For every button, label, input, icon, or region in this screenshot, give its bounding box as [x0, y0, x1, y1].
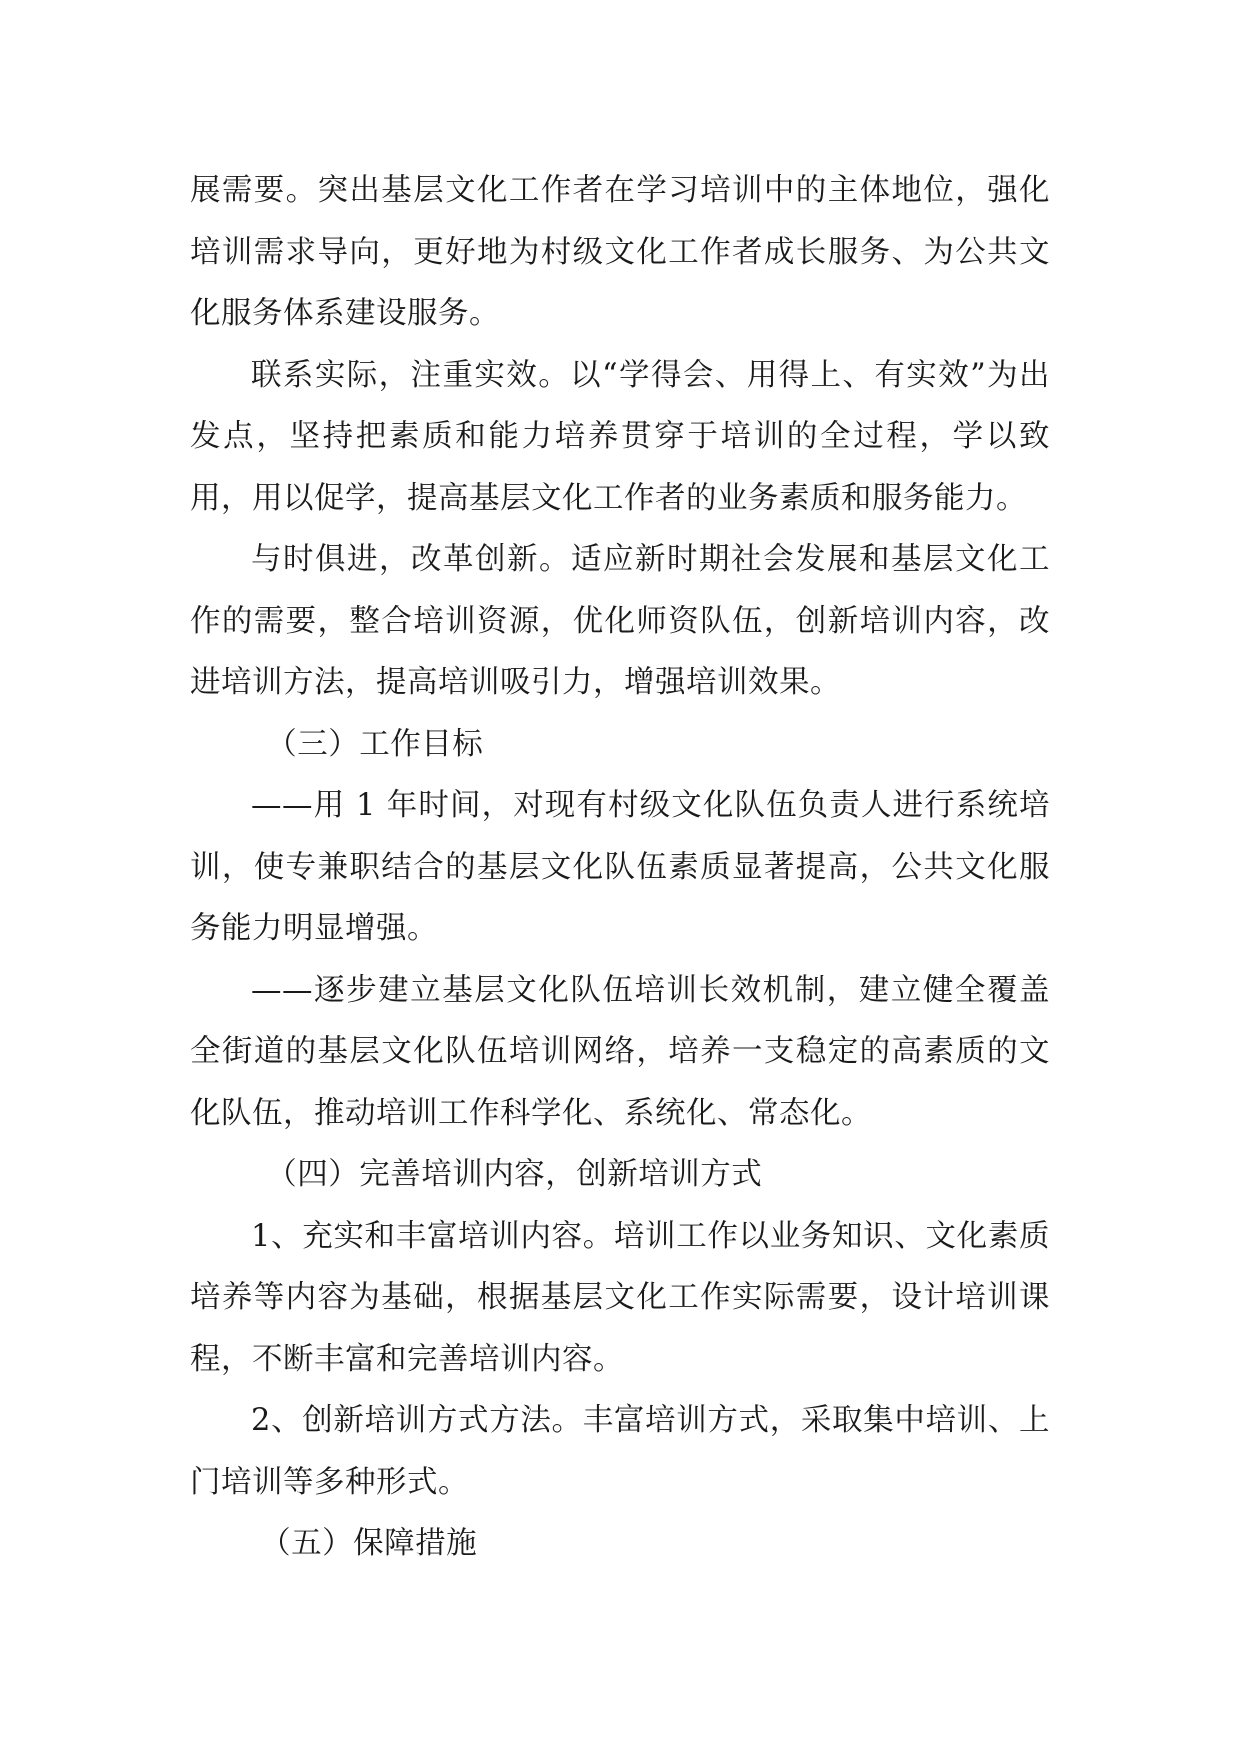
paragraph-continuation: 展需要。突出基层文化工作者在学习培训中的主体地位，强化培训需求导向，更好地为村级文化工作者成长服务、为公共文化服务体系建设服务。 [190, 173, 1050, 331]
paragraph-item-1: 1、充实和丰富培训内容。培训工作以业务知识、文化素质培养等内容为基础，根据基层文化工作实际需要，设计培训课程，不断丰富和完善培训内容。 [190, 1218, 1050, 1377]
paragraph-practical-effect: 联系实际，注重实效。以“学得会、用得上、有实效”为出发点，坚持把素质和能力培养贯穿于培训的全过程，学以致用，用以促学，提高基层文化工作者的业务素质和服务能力。 [190, 357, 1050, 516]
paragraph-item-2: 2、创新培训方式方法。丰富培训方式，采取集中培训、上门培训等多种形式。 [190, 1403, 1050, 1500]
section-heading-training-content: （四）完善培训内容，创新培训方式 [266, 1157, 763, 1192]
paragraph-reform-innovation: 与时俱进，改革创新。适应新时期社会发展和基层文化工作的需要，整合培训资源，优化师资队伍，创新培训内容，改进培训方法，提高培训吸引力，增强培训效果。 [190, 542, 1050, 700]
section-heading-work-goals: （三）工作目标 [266, 726, 484, 762]
paragraph-goal-one-year: ——用 1 年时间，对现有村级文化队伍负责人进行系统培训，使专兼职结合的基层文化队伍素质显著提高，公共文化服务能力明显增强。 [190, 788, 1050, 946]
document-body [190, 160, 1050, 1575]
paragraph-goal-long-term: ——逐步建立基层文化队伍培训长效机制，建立健全覆盖全街道的基层文化队伍培训网络，培养一支稳定的高素质的文化队伍，推动培训工作科学化、系统化、常态化。 [190, 972, 1050, 1131]
section-heading-safeguards: （五）保障措施 [260, 1526, 478, 1561]
